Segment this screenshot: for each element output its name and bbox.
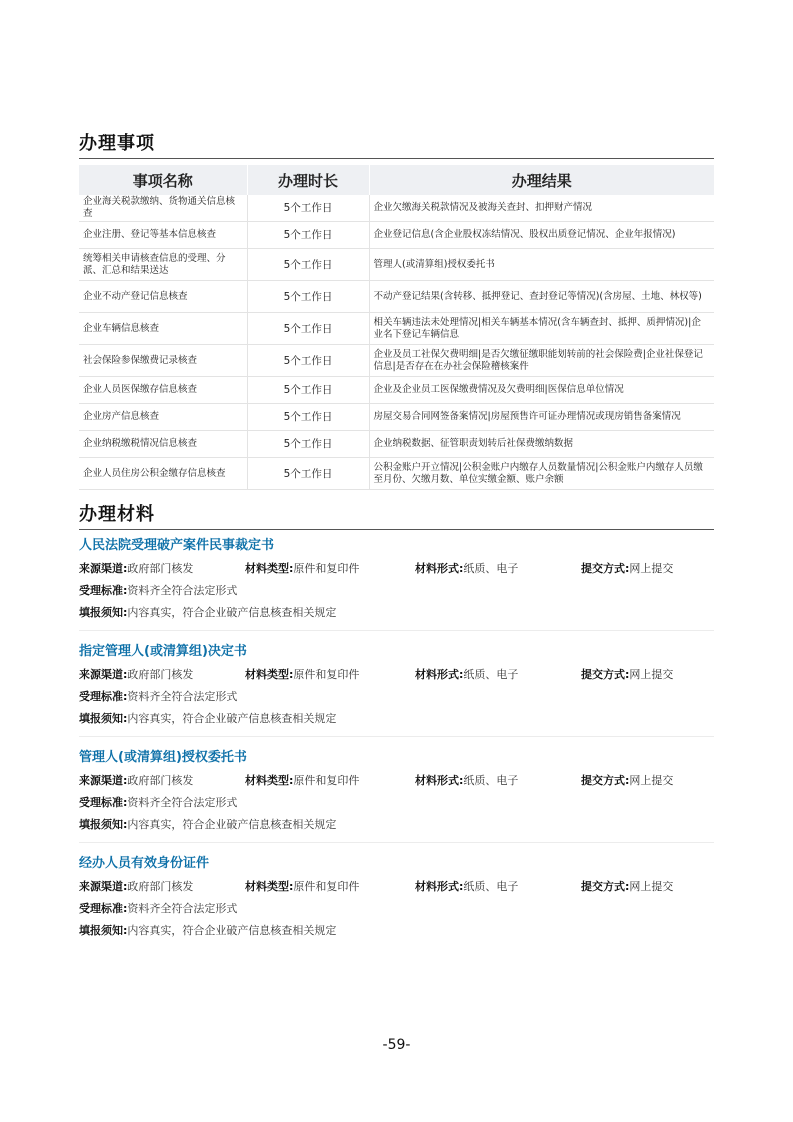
item-name: 统筹相关申请核查信息的受理、分派、汇总和结果送达 bbox=[79, 249, 247, 281]
item-name: 企业海关税款缴纳、货物通关信息核查 bbox=[79, 195, 247, 222]
column-header-duration: 办理时长 bbox=[247, 165, 369, 195]
standard-value: 资料齐全符合法定形式 bbox=[127, 584, 238, 597]
item-result: 企业登记信息(含企业股权冻结情况、股权出质登记情况、企业年报情况) bbox=[369, 222, 714, 249]
standard-value: 资料齐全符合法定形式 bbox=[127, 796, 238, 809]
type-label: 材料类型: bbox=[245, 562, 294, 575]
table-row bbox=[79, 281, 714, 313]
item-duration: 5个工作日 bbox=[247, 377, 369, 404]
standard-label: 受理标准: bbox=[79, 690, 128, 703]
type-label: 材料类型: bbox=[245, 668, 294, 681]
table-row bbox=[79, 345, 714, 377]
form-label: 材料形式: bbox=[415, 880, 464, 893]
source-label: 来源渠道: bbox=[79, 774, 128, 787]
material-block bbox=[79, 534, 714, 624]
material-meta-row bbox=[79, 558, 714, 580]
notes-label: 填报须知: bbox=[79, 712, 128, 725]
notes-label: 填报须知: bbox=[79, 924, 128, 937]
standard-value: 资料齐全符合法定形式 bbox=[127, 690, 238, 703]
item-result: 企业及企业员工医保缴费情况及欠费明细|医保信息单位情况 bbox=[369, 377, 714, 404]
item-result: 相关车辆违法未处理情况|相关车辆基本情况(含车辆查封、抵押、质押情况)|企业名下登记车辆信息 bbox=[369, 313, 714, 345]
table-row bbox=[79, 222, 714, 249]
type-label: 材料类型: bbox=[245, 880, 294, 893]
standard-label: 受理标准: bbox=[79, 584, 128, 597]
material-meta-row bbox=[79, 876, 714, 898]
notes-value: 内容真实，符合企业破产信息核查相关规定 bbox=[127, 712, 337, 725]
notes-row bbox=[79, 708, 714, 730]
material-title: 经办人员有效身份证件 bbox=[79, 856, 210, 871]
type-value: 原件和复印件 bbox=[293, 774, 360, 787]
submit-value: 网上提交 bbox=[629, 668, 674, 681]
submit-value: 网上提交 bbox=[629, 880, 674, 893]
submit-label: 提交方式: bbox=[581, 668, 630, 681]
item-duration: 5个工作日 bbox=[247, 458, 369, 490]
form-value: 纸质、电子 bbox=[463, 668, 519, 681]
standard-row bbox=[79, 792, 714, 814]
items-section-title: 办理事项 bbox=[79, 129, 714, 159]
source-value: 政府部门核发 bbox=[127, 562, 194, 575]
column-header-name: 事项名称 bbox=[79, 165, 247, 195]
form-value: 纸质、电子 bbox=[463, 880, 519, 893]
source-label: 来源渠道: bbox=[79, 880, 128, 893]
material-title: 指定管理人(或清算组)决定书 bbox=[79, 644, 247, 659]
item-name: 企业不动产登记信息核查 bbox=[79, 281, 247, 313]
material-meta-row bbox=[79, 770, 714, 792]
item-name: 企业房产信息核查 bbox=[79, 404, 247, 431]
item-result: 企业及员工社保欠费明细|是否欠缴征缴职能划转前的社会保险费|企业社保登记信息|是否存在在办社会保险稽核案件 bbox=[369, 345, 714, 377]
form-label: 材料形式: bbox=[415, 774, 464, 787]
standard-label: 受理标准: bbox=[79, 796, 128, 809]
type-label: 材料类型: bbox=[245, 774, 294, 787]
submit-label: 提交方式: bbox=[581, 880, 630, 893]
item-duration: 5个工作日 bbox=[247, 195, 369, 222]
material-title: 管理人(或清算组)授权委托书 bbox=[79, 750, 247, 765]
item-duration: 5个工作日 bbox=[247, 431, 369, 458]
form-value: 纸质、电子 bbox=[463, 774, 519, 787]
divider bbox=[79, 842, 714, 843]
divider bbox=[79, 736, 714, 737]
form-label: 材料形式: bbox=[415, 668, 464, 681]
item-duration: 5个工作日 bbox=[247, 345, 369, 377]
item-duration: 5个工作日 bbox=[247, 281, 369, 313]
notes-row bbox=[79, 920, 714, 942]
submit-label: 提交方式: bbox=[581, 562, 630, 575]
type-value: 原件和复印件 bbox=[293, 668, 360, 681]
item-result: 房屋交易合同网签备案情况|房屋预售许可证办理情况或现房销售备案情况 bbox=[369, 404, 714, 431]
table-row bbox=[79, 458, 714, 490]
table-header-row bbox=[79, 165, 714, 195]
material-block bbox=[79, 852, 714, 942]
divider bbox=[79, 630, 714, 631]
notes-value: 内容真实，符合企业破产信息核查相关规定 bbox=[127, 606, 337, 619]
item-name: 企业人员医保缴存信息核查 bbox=[79, 377, 247, 404]
table-row bbox=[79, 404, 714, 431]
item-result: 不动产登记结果(含转移、抵押登记、查封登记等情况)(含房屋、土地、林权等) bbox=[369, 281, 714, 313]
item-name: 企业人员住房公积金缴存信息核查 bbox=[79, 458, 247, 490]
source-value: 政府部门核发 bbox=[127, 880, 194, 893]
item-name: 社会保险参保缴费记录核查 bbox=[79, 345, 247, 377]
source-label: 来源渠道: bbox=[79, 668, 128, 681]
item-name: 企业车辆信息核查 bbox=[79, 313, 247, 345]
standard-label: 受理标准: bbox=[79, 902, 128, 915]
submit-label: 提交方式: bbox=[581, 774, 630, 787]
material-meta-row bbox=[79, 664, 714, 686]
item-name: 企业纳税缴税情况信息核查 bbox=[79, 431, 247, 458]
type-value: 原件和复印件 bbox=[293, 880, 360, 893]
notes-label: 填报须知: bbox=[79, 606, 128, 619]
standard-row bbox=[79, 898, 714, 920]
notes-value: 内容真实，符合企业破产信息核查相关规定 bbox=[127, 924, 337, 937]
standard-row bbox=[79, 580, 714, 602]
column-header-result: 办理结果 bbox=[369, 165, 714, 195]
source-value: 政府部门核发 bbox=[127, 774, 194, 787]
item-duration: 5个工作日 bbox=[247, 404, 369, 431]
material-block bbox=[79, 746, 714, 836]
item-duration: 5个工作日 bbox=[247, 249, 369, 281]
notes-value: 内容真实，符合企业破产信息核查相关规定 bbox=[127, 818, 337, 831]
notes-row bbox=[79, 814, 714, 836]
table-row bbox=[79, 377, 714, 404]
item-duration: 5个工作日 bbox=[247, 313, 369, 345]
submit-value: 网上提交 bbox=[629, 562, 674, 575]
item-duration: 5个工作日 bbox=[247, 222, 369, 249]
item-name: 企业注册、登记等基本信息核查 bbox=[79, 222, 247, 249]
material-block bbox=[79, 640, 714, 730]
submit-value: 网上提交 bbox=[629, 774, 674, 787]
source-label: 来源渠道: bbox=[79, 562, 128, 575]
standard-value: 资料齐全符合法定形式 bbox=[127, 902, 238, 915]
page-number: -59- bbox=[382, 1037, 411, 1053]
item-result: 公积金账户开立情况|公积金账户内缴存人员数量情况|公积金账户内缴存人员缴至月份、欠缴月数、单位实缴金额、账户余额 bbox=[369, 458, 714, 490]
table-row bbox=[79, 249, 714, 281]
form-value: 纸质、电子 bbox=[463, 562, 519, 575]
items-table bbox=[79, 165, 714, 490]
item-result: 企业纳税数据、征管职责划转后社保费缴纳数据 bbox=[369, 431, 714, 458]
material-title: 人民法院受理破产案件民事裁定书 bbox=[79, 538, 275, 553]
source-value: 政府部门核发 bbox=[127, 668, 194, 681]
item-result: 企业欠缴海关税款情况及被海关查封、扣押财产情况 bbox=[369, 195, 714, 222]
type-value: 原件和复印件 bbox=[293, 562, 360, 575]
notes-row bbox=[79, 602, 714, 624]
materials-section-title: 办理材料 bbox=[79, 500, 714, 530]
item-result: 管理人(或清算组)授权委托书 bbox=[369, 249, 714, 281]
form-label: 材料形式: bbox=[415, 562, 464, 575]
notes-label: 填报须知: bbox=[79, 818, 128, 831]
table-row bbox=[79, 195, 714, 222]
table-row bbox=[79, 431, 714, 458]
standard-row bbox=[79, 686, 714, 708]
table-row bbox=[79, 313, 714, 345]
